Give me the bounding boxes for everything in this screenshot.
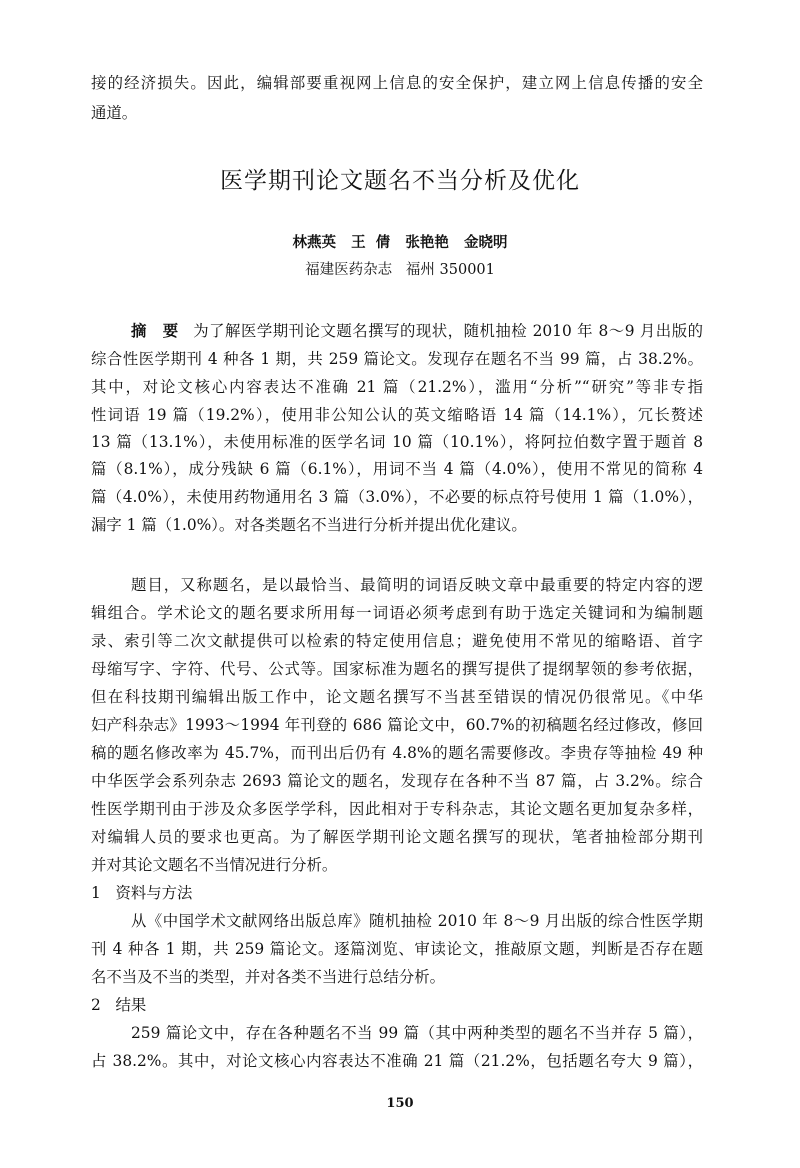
section-heading: 2 结果 xyxy=(91,996,147,1014)
abstract-line: 漏字 1 篇（1.0%）。对各类题名不当进行分析并提出优化建议。 xyxy=(91,516,527,534)
body-text-line: 接的经济损失。因此，编辑部要重视网上信息的安全保护，建立网上信息传播的安全 xyxy=(91,74,703,92)
section-text-line: 从《中国学术文献网络出版总库》随机抽检 2010 年 8～9 月出版的综合性医学期 xyxy=(131,912,703,930)
abstract-line: 其中，对论文核心内容表达不准确 21 篇（21.2%），滥用“分析”“研究”等非专指 xyxy=(91,378,703,396)
intro-line: 辑组合。学术论文的题名要求所用每一词语必须考虑到有助于选定关键词和为编制题 xyxy=(91,604,703,622)
intro-line: 录、索引等二次文献提供可以检索的特定使用信息；避免使用不常见的缩略语、首字 xyxy=(91,632,703,650)
article-title: 医学期刊论文题名不当分析及优化 xyxy=(220,168,580,194)
intro-line: 题目，又称题名，是以最恰当、最简明的词语反映文章中最重要的特定内容的逻 xyxy=(131,576,703,594)
body-text-line: 通道。 xyxy=(91,104,138,122)
intro-line: 并对其论文题名不当情况进行分析。 xyxy=(91,856,338,874)
abstract-line: 性词语 19 篇（19.2%），使用非公知公认的英文缩略语 14 篇（14.1%），冗长赘述 xyxy=(91,406,703,424)
intro-line: 但在科技期刊编辑出版工作中，论文题名撰写不当甚至错误的情况仍很常见。《中华 xyxy=(91,688,703,706)
intro-line: 稿的题名修改率为 45.7%，而刊出后仍有 4.8%的题名需要修改。李贵存等抽检 49 种 xyxy=(91,744,703,762)
abstract-text: 为了解医学期刊论文题名撰写的现状，随机抽检 2010 年 8～9 月出版的 xyxy=(192,322,703,340)
abstract-first-line xyxy=(131,321,703,341)
intro-line: 中华医学会系列杂志 2693 篇论文的题名，发现存在各种不当 87 篇，占 3.2%。综合 xyxy=(91,772,703,790)
author-list: 林燕英 王 倩 张艳艳 金晓明 xyxy=(292,234,508,251)
intro-line: 性医学期刊由于涉及众多医学学科，因此相对于专科杂志，其论文题名更加复杂多样， xyxy=(91,800,703,818)
abstract-label: 摘 要 xyxy=(131,322,179,340)
page-number: 150 xyxy=(386,1096,414,1111)
author-affiliation: 福建医药杂志 福州 350001 xyxy=(305,262,495,278)
intro-line: 妇产科杂志》1993～1994 年刊登的 686 篇论文中，60.7%的初稿题名经过修改，修回 xyxy=(91,716,703,734)
section-heading: 1 资料与方法 xyxy=(91,884,193,902)
abstract-line: 综合性医学期刊 4 种各 1 期，共 259 篇论文。发现存在题名不当 99 篇，占 38.2%。 xyxy=(91,350,703,368)
section-text-line: 259 篇论文中，存在各种题名不当 99 篇（其中两种类型的题名不当并存 5 篇）， xyxy=(131,1024,703,1042)
intro-line: 母缩写字、字符、代号、公式等。国家标准为题名的撰写提供了提纲挈领的参考依据， xyxy=(91,660,703,678)
intro-line: 对编辑人员的要求也更高。为了解医学期刊论文题名撰写的现状，笔者抽检部分期刊 xyxy=(91,828,703,846)
abstract-line: 13 篇（13.1%），未使用标准的医学名词 10 篇（10.1%），将阿拉伯数字置于题首 8 xyxy=(91,433,703,451)
abstract-line: 篇（8.1%），成分残缺 6 篇（6.1%），用词不当 4 篇（4.0%），使用不常见的简称 4 xyxy=(91,460,703,478)
section-text-line: 刊 4 种各 1 期，共 259 篇论文。逐篇浏览、审读论文，推敲原文题，判断是否存在题 xyxy=(91,940,703,958)
abstract-line: 篇（4.0%），未使用药物通用名 3 篇（3.0%），不必要的标点符号使用 1 篇（1.0%）， xyxy=(91,488,703,506)
section-text-line: 名不当及不当的类型，并对各类不当进行总结分析。 xyxy=(91,968,445,986)
section-text-line: 占 38.2%。其中，对论文核心内容表达不准确 21 篇（21.2%，包括题名夸大 9 篇）， xyxy=(91,1052,703,1070)
